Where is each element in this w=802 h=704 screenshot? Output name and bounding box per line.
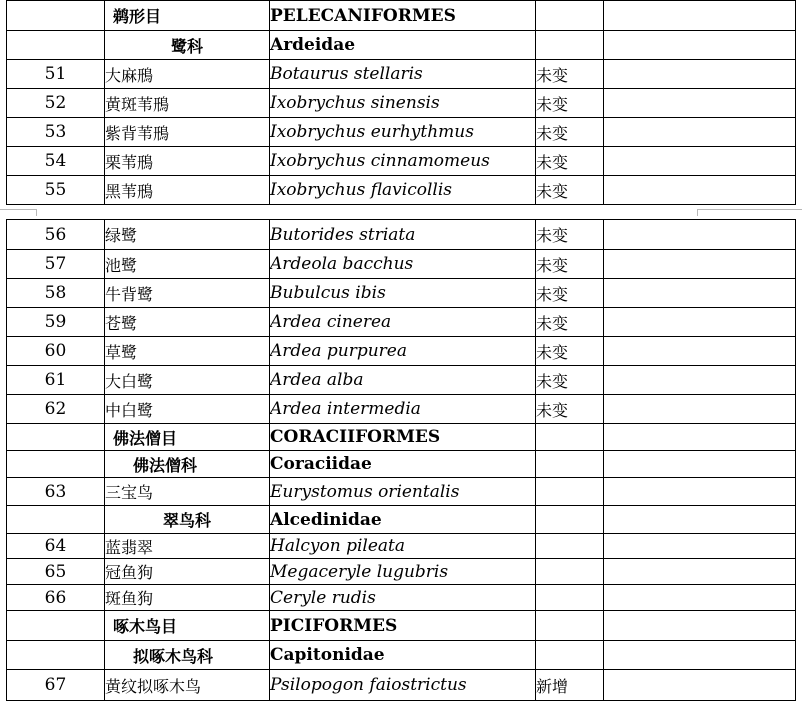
remarks-cell	[604, 641, 796, 670]
latin-name-cell: Ixobrychus eurhythmus	[270, 118, 536, 147]
species-row	[7, 250, 796, 279]
latin-name-cell: Ceryle rudis	[270, 585, 536, 611]
chinese-name-cell: 紫背苇鳽	[105, 118, 270, 147]
chinese-name-cell: 鹭科	[105, 31, 270, 60]
remarks-cell	[604, 395, 796, 424]
status-cell: 未变	[536, 308, 604, 337]
row-number-cell	[7, 641, 105, 670]
row-number-cell	[7, 611, 105, 641]
chinese-name-cell: 牛背鹭	[105, 279, 270, 308]
family-row	[7, 31, 796, 60]
latin-name-cell: Capitonidae	[270, 641, 536, 670]
chinese-name-cell: 苍鹭	[105, 308, 270, 337]
chinese-name-cell: 斑鱼狗	[105, 585, 270, 611]
chinese-name-cell: 拟啄木鸟科	[105, 641, 270, 670]
row-number-cell: 62	[7, 395, 105, 424]
species-row	[7, 89, 796, 118]
status-cell	[536, 559, 604, 585]
remarks-cell	[604, 250, 796, 279]
chinese-name-cell: 佛法僧科	[105, 451, 270, 478]
chinese-name-cell: 黄斑苇鳽	[105, 89, 270, 118]
family-row	[7, 451, 796, 478]
chinese-name-cell: 栗苇鳽	[105, 147, 270, 176]
row-number-cell: 57	[7, 250, 105, 279]
chinese-name-cell: 三宝鸟	[105, 478, 270, 506]
species-row	[7, 395, 796, 424]
species-table-top	[6, 0, 796, 205]
status-cell	[536, 424, 604, 451]
status-cell: 新增	[536, 670, 604, 701]
latin-name-cell: Alcedinidae	[270, 506, 536, 534]
latin-name-cell: PICIFORMES	[270, 611, 536, 641]
species-table-bottom	[6, 219, 796, 701]
species-row	[7, 585, 796, 611]
chinese-name-cell: 蓝翡翠	[105, 534, 270, 559]
chinese-name-cell: 绿鹭	[105, 220, 270, 250]
species-row	[7, 534, 796, 559]
species-row	[7, 308, 796, 337]
status-cell: 未变	[536, 337, 604, 366]
chinese-name-cell: 中白鹭	[105, 395, 270, 424]
latin-name-cell: Ardeidae	[270, 31, 536, 60]
status-cell: 未变	[536, 60, 604, 89]
chinese-name-cell: 大麻鳽	[105, 60, 270, 89]
latin-name-cell: Ardea intermedia	[270, 395, 536, 424]
remarks-cell	[604, 279, 796, 308]
status-cell	[536, 451, 604, 478]
chinese-name-cell: 池鹭	[105, 250, 270, 279]
status-cell	[536, 534, 604, 559]
remarks-cell	[604, 585, 796, 611]
species-row	[7, 60, 796, 89]
chinese-name-cell: 黑苇鳽	[105, 176, 270, 205]
page-break-marker	[0, 206, 802, 220]
latin-name-cell: Psilopogon faiostrictus	[270, 670, 536, 701]
latin-name-cell: Coraciidae	[270, 451, 536, 478]
status-cell: 未变	[536, 118, 604, 147]
order-row	[7, 1, 796, 31]
status-cell	[536, 31, 604, 60]
latin-name-cell: CORACIIFORMES	[270, 424, 536, 451]
remarks-cell	[604, 31, 796, 60]
row-number-cell: 66	[7, 585, 105, 611]
latin-name-cell: Butorides striata	[270, 220, 536, 250]
species-row	[7, 337, 796, 366]
species-row	[7, 366, 796, 395]
species-row	[7, 478, 796, 506]
row-number-cell: 52	[7, 89, 105, 118]
latin-name-cell: Ixobrychus flavicollis	[270, 176, 536, 205]
row-number-cell: 60	[7, 337, 105, 366]
species-row	[7, 670, 796, 701]
row-number-cell: 64	[7, 534, 105, 559]
latin-name-cell: Ixobrychus sinensis	[270, 89, 536, 118]
row-number-cell: 56	[7, 220, 105, 250]
species-row	[7, 220, 796, 250]
latin-name-cell: Ixobrychus cinnamomeus	[270, 147, 536, 176]
remarks-cell	[604, 559, 796, 585]
chinese-name-cell: 佛法僧目	[105, 424, 270, 451]
species-row	[7, 559, 796, 585]
remarks-cell	[604, 176, 796, 205]
remarks-cell	[604, 506, 796, 534]
latin-name-cell: Megaceryle lugubris	[270, 559, 536, 585]
row-number-cell	[7, 1, 105, 31]
status-cell: 未变	[536, 220, 604, 250]
order-row	[7, 424, 796, 451]
row-number-cell	[7, 31, 105, 60]
row-number-cell: 54	[7, 147, 105, 176]
status-cell: 未变	[536, 250, 604, 279]
status-cell: 未变	[536, 279, 604, 308]
chinese-name-cell: 翠鸟科	[105, 506, 270, 534]
chinese-name-cell: 大白鹭	[105, 366, 270, 395]
row-number-cell: 51	[7, 60, 105, 89]
row-number-cell: 58	[7, 279, 105, 308]
remarks-cell	[604, 89, 796, 118]
species-row	[7, 279, 796, 308]
chinese-name-cell: 黄纹拟啄木鸟	[105, 670, 270, 701]
remarks-cell	[604, 611, 796, 641]
status-cell: 未变	[536, 176, 604, 205]
row-number-cell: 55	[7, 176, 105, 205]
remarks-cell	[604, 424, 796, 451]
latin-name-cell: Ardea alba	[270, 366, 536, 395]
remarks-cell	[604, 308, 796, 337]
status-cell	[536, 1, 604, 31]
remarks-cell	[604, 147, 796, 176]
remarks-cell	[604, 534, 796, 559]
chinese-name-cell: 冠鱼狗	[105, 559, 270, 585]
row-number-cell: 61	[7, 366, 105, 395]
species-row	[7, 176, 796, 205]
status-cell	[536, 478, 604, 506]
species-row	[7, 118, 796, 147]
status-cell	[536, 506, 604, 534]
remarks-cell	[604, 451, 796, 478]
row-number-cell	[7, 451, 105, 478]
status-cell: 未变	[536, 147, 604, 176]
latin-name-cell: Ardea purpurea	[270, 337, 536, 366]
status-cell: 未变	[536, 366, 604, 395]
status-cell	[536, 641, 604, 670]
status-cell	[536, 611, 604, 641]
remarks-cell	[604, 220, 796, 250]
latin-name-cell: Eurystomus orientalis	[270, 478, 536, 506]
family-row	[7, 641, 796, 670]
family-row	[7, 506, 796, 534]
latin-name-cell: Bubulcus ibis	[270, 279, 536, 308]
row-number-cell	[7, 506, 105, 534]
remarks-cell	[604, 337, 796, 366]
status-cell: 未变	[536, 89, 604, 118]
chinese-name-cell: 鹈形目	[105, 1, 270, 31]
latin-name-cell: Botaurus stellaris	[270, 60, 536, 89]
row-number-cell: 67	[7, 670, 105, 701]
row-number-cell	[7, 424, 105, 451]
latin-name-cell: Ardea cinerea	[270, 308, 536, 337]
species-row	[7, 147, 796, 176]
row-number-cell: 65	[7, 559, 105, 585]
remarks-cell	[604, 118, 796, 147]
row-number-cell: 63	[7, 478, 105, 506]
remarks-cell	[604, 60, 796, 89]
remarks-cell	[604, 366, 796, 395]
chinese-name-cell: 草鹭	[105, 337, 270, 366]
latin-name-cell: Halcyon pileata	[270, 534, 536, 559]
remarks-cell	[604, 670, 796, 701]
latin-name-cell: PELECANIFORMES	[270, 1, 536, 31]
row-number-cell: 53	[7, 118, 105, 147]
latin-name-cell: Ardeola bacchus	[270, 250, 536, 279]
remarks-cell	[604, 478, 796, 506]
status-cell: 未变	[536, 395, 604, 424]
order-row	[7, 611, 796, 641]
remarks-cell	[604, 1, 796, 31]
row-number-cell: 59	[7, 308, 105, 337]
chinese-name-cell: 啄木鸟目	[105, 611, 270, 641]
status-cell	[536, 585, 604, 611]
